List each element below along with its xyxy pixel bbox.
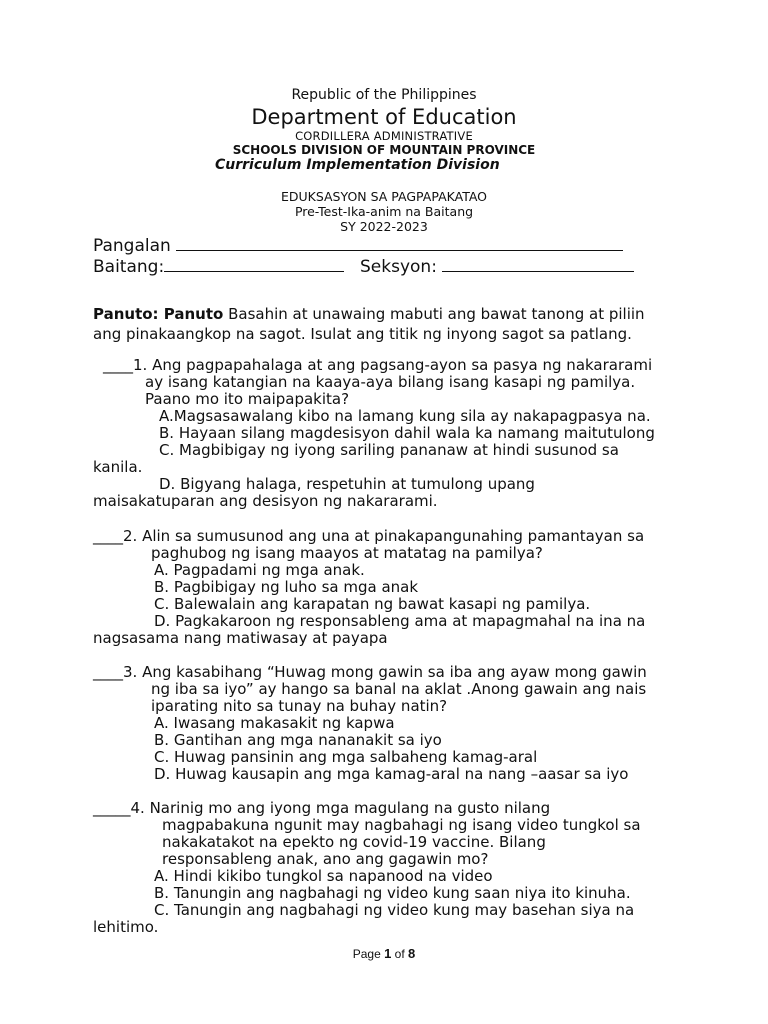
question-2-choice-d: D. Pagkakaroon ng responsableng ama at mapagmahal na ina na — [154, 612, 646, 630]
cid-line: Curriculum Implementation Division — [215, 157, 500, 173]
page-footer — [0, 946, 768, 961]
question-1-choice-b: B. Hayaan silang magdesisyon dahil wala ka namang maitutulong — [159, 424, 655, 442]
question-3-line-2: ng iba sa iyo” ay hango sa banal na aklat .Anong gawain ang nais — [151, 680, 647, 698]
question-1-line-3: Paano mo ito maipapakita? — [145, 390, 350, 408]
department-title: Department of Education — [251, 105, 517, 129]
grade-label: Baitang: — [93, 257, 165, 277]
page-number: 1 — [384, 946, 392, 961]
question-2-choice-a: A. Pagpadami ng mga anak. — [154, 561, 365, 579]
question-4-choice-c-cont: lehitimo. — [93, 918, 159, 936]
question-1-choice-c: C. Magbibigay ng iyong sariling pananaw at hindi susunod sa — [159, 441, 619, 459]
question-1-line-1 — [103, 357, 652, 374]
question-2-choice-c: C. Balewalain ang karapatan ng bawat kasapi ng pamilya. — [154, 595, 591, 613]
question-4-line-3: nakakatakot na epekto ng covid-19 vaccine. Bilang — [162, 833, 546, 851]
name-label: Pangalan — [93, 236, 171, 256]
directions-label: Panuto: Panuto — [93, 305, 224, 323]
question-4-choice-c: C. Tanungin ang nagbahagi ng video kung may basehan siya na — [154, 901, 635, 919]
subject-title: EDUKSASYON SA PAGPAPAKATAO — [280, 189, 488, 204]
question-1-line-2: ay isang katangian na kaaya-aya bilang isang kasapi ng pamilya. — [145, 373, 636, 391]
question-3-choice-a: A. Iwasang makasakit ng kapwa — [154, 714, 395, 732]
section-field — [360, 256, 634, 277]
directions-line-1 — [93, 306, 645, 323]
question-4-line-2: magpabakuna ngunit may nagbahagi ng isang video tungkol sa — [162, 816, 641, 834]
region-line: CORDILLERA ADMINISTRATIVE — [295, 129, 473, 143]
page-word: Page — [352, 947, 381, 961]
directions-text-1: Basahin at unawaing mabuti ang bawat tanong at piliin — [223, 305, 645, 323]
question-2-choice-d-cont: nagsasama nang matiwasay at payapa — [93, 629, 388, 647]
question-1-choice-c-cont: kanila. — [93, 458, 143, 476]
question-1-text: 1. Ang pagpapahalaga at ang pagsang-ayon sa pasya ng nakararami — [133, 356, 653, 374]
name-field — [93, 235, 623, 256]
question-3-choice-c: C. Huwag pansinin ang mga salbaheng kamag-aral — [154, 748, 538, 766]
question-2-line-1 — [93, 528, 644, 545]
answer-blank-3[interactable]: ____ — [93, 663, 123, 681]
question-4-text: 4. Narinig mo ang iyong mga magulang na gusto nilang — [130, 799, 551, 817]
question-3-choice-d: D. Huwag kausapin ang mga kamag-aral na nang –aasar sa iyo — [154, 765, 629, 783]
answer-blank-4[interactable]: _____ — [93, 799, 131, 817]
question-3-text: 3. Ang kasabihang “Huwag mong gawin sa iba ang ayaw mong gawin — [123, 663, 647, 681]
question-2-line-2: paghubog ng isang maayos at matatag na pamilya? — [151, 544, 543, 562]
of-word: of — [394, 947, 405, 961]
directions-line-2: ang pinakaangkop na sagot. Isulat ang titik ng inyong sagot sa patlang. — [93, 325, 632, 343]
answer-blank-2[interactable]: ____ — [93, 527, 123, 545]
test-title: Pre-Test-Ika-anim na Baitang — [294, 204, 474, 219]
republic-line: Republic of the Philippines — [291, 87, 477, 103]
grade-field — [93, 256, 344, 277]
school-year: SY 2022-2023 — [340, 219, 428, 234]
page-total: 8 — [408, 946, 416, 961]
name-blank[interactable] — [176, 235, 623, 251]
question-3-choice-b: B. Gantihan ang mga nananakit sa iyo — [154, 731, 442, 749]
answer-blank-1[interactable]: ____ — [103, 356, 133, 374]
section-label: Seksyon: — [360, 257, 437, 277]
question-4-choice-b: B. Tanungin ang nagbahagi ng video kung saan niya ito kinuha. — [154, 884, 631, 902]
question-1-choice-a: A.Magsasawalang kibo na lamang kung sila ay nakapagpasya na. — [159, 407, 651, 425]
grade-blank[interactable] — [164, 256, 344, 272]
question-4-line-4: responsableng anak, ano ang gagawin mo? — [162, 850, 489, 868]
question-3-line-1 — [93, 664, 647, 681]
question-1-choice-d-cont: maisakatuparan ang desisyon ng nakararami. — [93, 492, 438, 510]
question-1-choice-d: D. Bigyang halaga, respetuhin at tumulong upang — [159, 475, 535, 493]
question-3-line-3: iparating nito sa tunay na buhay natin? — [151, 697, 448, 715]
question-4-line-1 — [93, 800, 550, 817]
question-2-text: 2. Alin sa sumusunod ang una at pinakapangunahing pamantayan sa — [123, 527, 645, 545]
question-2-choice-b: B. Pagbibigay ng luho sa mga anak — [154, 578, 419, 596]
question-4-choice-a: A. Hindi kikibo tungkol sa napanood na video — [154, 867, 493, 885]
section-blank[interactable] — [442, 256, 634, 272]
division-line: SCHOOLS DIVISION OF MOUNTAIN PROVINCE — [232, 143, 536, 157]
